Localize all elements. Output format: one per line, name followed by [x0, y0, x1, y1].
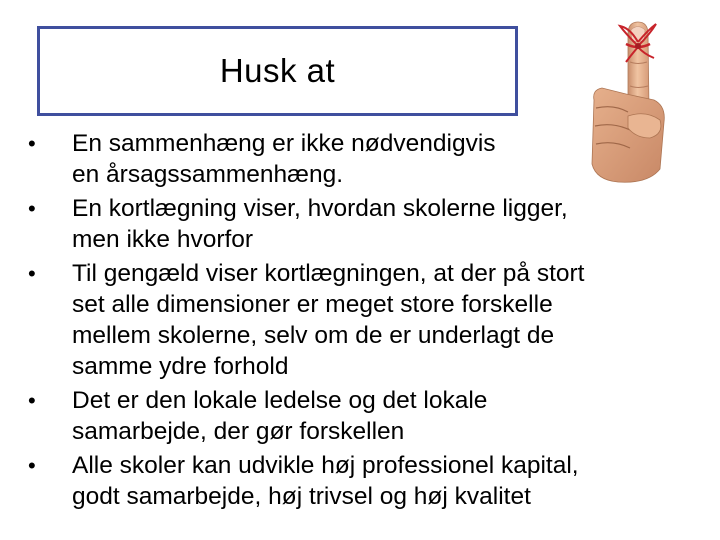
bullet-marker: • [28, 453, 36, 478]
list-item [28, 258, 688, 382]
bullet-text: men ikke hvorfor [72, 226, 254, 253]
bullet-text: godt samarbejde, høj trivsel og høj kvalitet [72, 483, 531, 510]
list-item [28, 128, 688, 190]
bullet-list [28, 128, 688, 515]
bullet-text: samme ydre forhold [72, 353, 289, 380]
bullet-text: En kortlægning viser, hvordan skolerne ligger, [72, 195, 568, 222]
bullet-text: Alle skoler kan udvikle høj professionel kapital, [72, 452, 579, 479]
title-box [37, 26, 518, 116]
bullet-text: samarbejde, der gør forskellen [72, 418, 405, 445]
bullet-text: Til gengæld viser kortlægningen, at der på stort [72, 260, 585, 287]
slide-title: Husk at [219, 52, 336, 89]
bullet-text: Det er den lokale ledelse og det lokale [72, 387, 488, 414]
bullet-marker: • [28, 196, 36, 221]
bullet-marker: • [28, 388, 36, 413]
bullet-text: mellem skolerne, selv om de er underlagt de [72, 322, 555, 349]
bullet-text: en årsagssammenhæng. [72, 161, 344, 188]
list-item [28, 450, 688, 512]
bullet-text: En sammenhæng er ikke nødvendigvis [72, 130, 496, 157]
list-item [28, 193, 688, 255]
bullet-marker: • [28, 131, 36, 156]
list-item [28, 385, 688, 447]
bullet-marker: • [28, 261, 36, 286]
bullet-text: set alle dimensioner er meget store forskelle [72, 291, 553, 318]
